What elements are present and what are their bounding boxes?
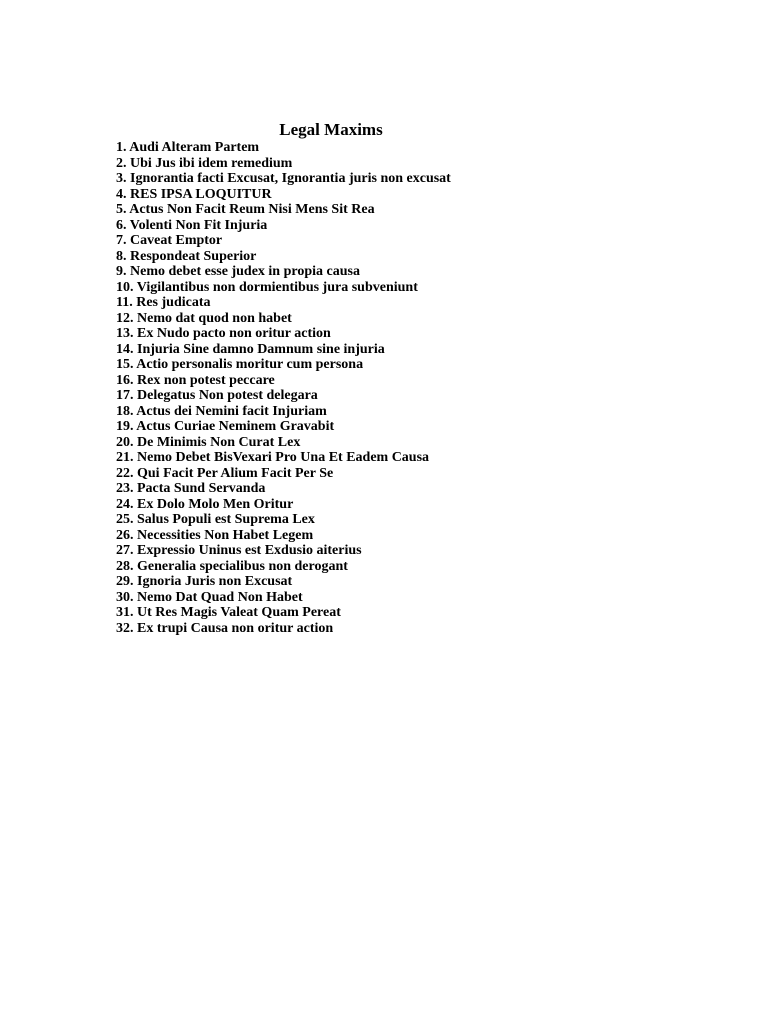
maxim-item: 31. Ut Res Magis Valeat Quam Pereat xyxy=(116,605,341,620)
maxim-item: 4. RES IPSA LOQUITUR xyxy=(116,186,272,202)
maxim-item: 2. Ubi Jus ibi idem remedium xyxy=(116,155,293,171)
maxim-item: 12. Nemo dat quod non habet xyxy=(116,310,292,326)
maxim-item: 28. Generalia specialibus non derogant xyxy=(116,558,348,574)
maxim-item: 14. Injuria Sine damno Damnum sine injuria xyxy=(116,341,385,357)
maxim-item: 6. Volenti Non Fit Injuria xyxy=(116,217,268,233)
maxim-list xyxy=(116,140,676,636)
maxim-item: 26. Necessities Non Habet Legem xyxy=(116,527,314,543)
maxim-item: 30. Nemo Dat Quad Non Habet xyxy=(116,589,303,605)
maxim-item: 18. Actus dei Nemini facit Injuriam xyxy=(116,403,327,419)
maxim-item: 22. Qui Facit Per Alium Facit Per Se xyxy=(116,465,334,481)
maxim-item: 17. Delegatus Non potest delegara xyxy=(116,388,318,403)
maxim-item: 20. De Minimis Non Curat Lex xyxy=(116,434,301,450)
maxim-item: 9. Nemo debet esse judex in propia causa xyxy=(116,264,360,279)
maxim-item: 15. Actio personalis moritur cum persona xyxy=(116,357,364,372)
maxim-item: 1. Audi Alteram Partem xyxy=(116,140,260,155)
maxim-item: 3. Ignorantia facti Excusat, Ignorantia juris non excusat xyxy=(116,171,451,186)
maxim-item: 21. Nemo Debet BisVexari Pro Una Et Eadem Causa xyxy=(116,450,430,465)
maxim-item: 27. Expressio Uninus est Exdusio aiterius xyxy=(116,543,362,558)
maxim-item: 24. Ex Dolo Molo Men Oritur xyxy=(116,496,294,512)
maxim-item: 10. Vigilantibus non dormientibus jura subveniunt xyxy=(116,279,418,295)
document-content xyxy=(116,120,676,636)
maxim-item: 7. Caveat Emptor xyxy=(116,233,223,248)
maxim-item: 29. Ignoria Juris non Excusat xyxy=(116,574,293,589)
maxim-item: 32. Ex trupi Causa non oritur action xyxy=(116,620,334,636)
maxim-item: 5. Actus Non Facit Reum Nisi Mens Sit Rea xyxy=(116,202,375,217)
maxim-item: 11. Res judicata xyxy=(116,295,211,310)
document-title: Legal Maxims xyxy=(279,120,383,139)
maxim-item: 8. Respondeat Superior xyxy=(116,248,257,264)
maxim-item: 25. Salus Populi est Suprema Lex xyxy=(116,512,315,527)
maxim-item: 16. Rex non potest peccare xyxy=(116,372,275,388)
maxim-item: 19. Actus Curiae Neminem Gravabit xyxy=(116,419,335,434)
maxim-item: 23. Pacta Sund Servanda xyxy=(116,481,266,496)
maxim-item: 13. Ex Nudo pacto non oritur action xyxy=(116,326,331,341)
